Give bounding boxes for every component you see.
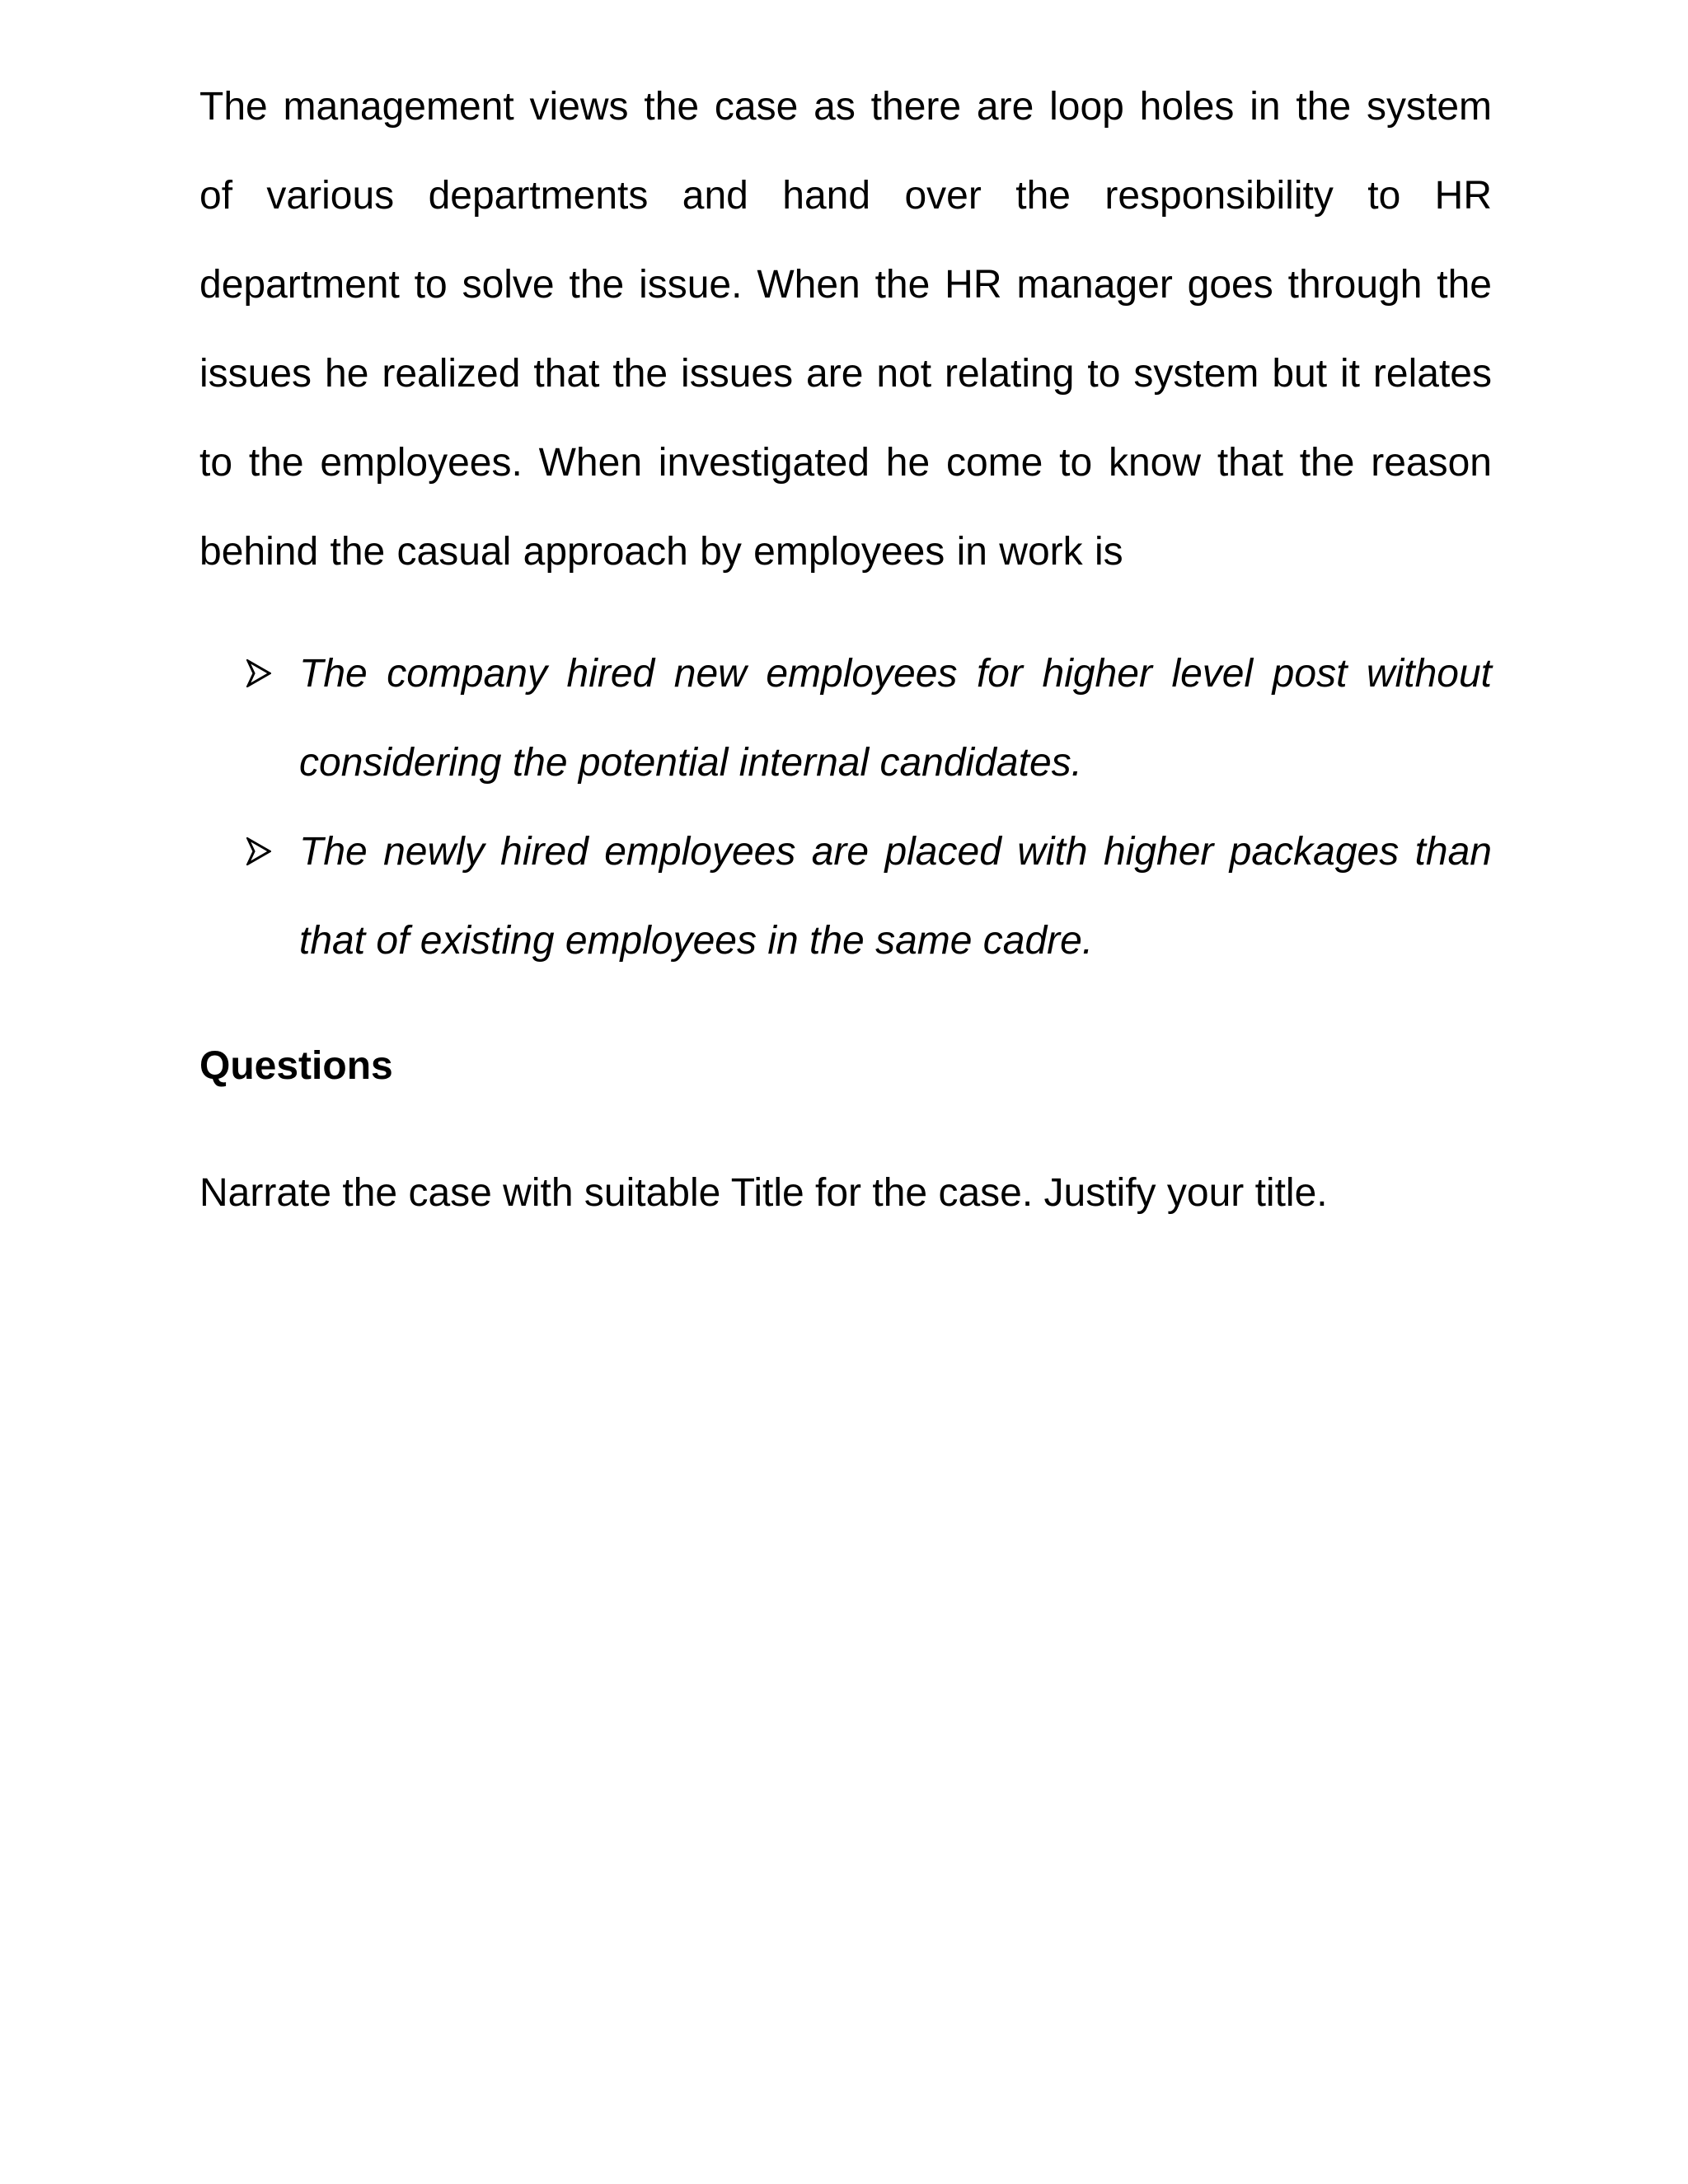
list-item [299,630,1492,808]
list-item [299,808,1492,986]
list-item-text: The newly hired employees are placed with higher packages than that of existing employees in the same cadre. [299,830,1492,963]
page-content [199,63,1492,1238]
question-text: Narrate the case with suitable Title for the case. Justify your title. [199,1171,1328,1215]
arrowhead-bullet-icon [246,630,279,719]
questions-heading: Questions [199,1044,393,1088]
case-paragraph: The management views the case as there are loop holes in the system of various departments and hand over the responsibility to HR department to solve the issue. When the HR manager goes through the issues he realized that the issues are not relating to system but it relates to the employees. When investigated he come to know that the reason behind the casual approach by employees in work is [199,85,1492,574]
list-item-text: The company hired new employees for higher level post without considering the potential internal candidates. [299,652,1492,785]
arrowhead-bullet-icon [246,808,279,897]
reasons-list [199,630,1492,986]
